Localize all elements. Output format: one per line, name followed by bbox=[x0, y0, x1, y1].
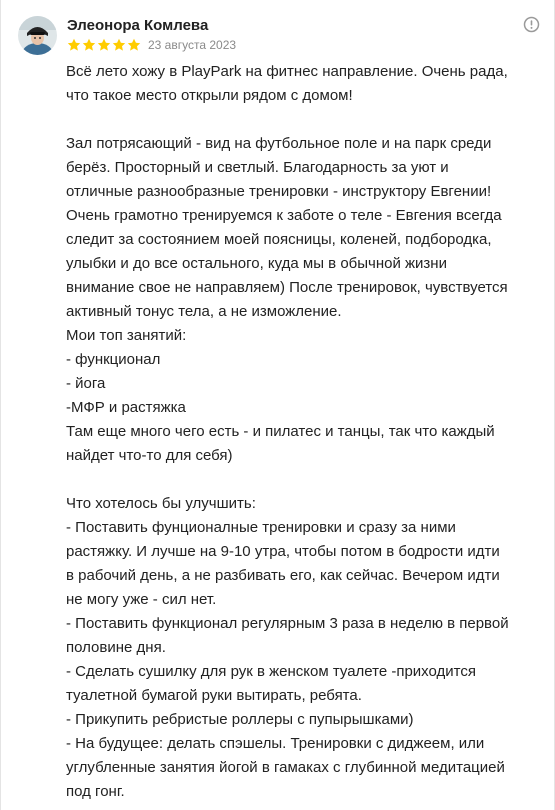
star-icon bbox=[127, 38, 141, 52]
review-text-line: активный тонус тела, а не изможление. bbox=[66, 303, 342, 320]
review-text-line: улыбки и до все остального, куда мы в обычной жизни bbox=[66, 255, 447, 272]
review-text-line: растяжку. И лучше на 9-10 утра, чтобы потом в бодрости идти bbox=[66, 543, 500, 560]
review-text-line: -МФР и растяжка bbox=[66, 399, 186, 416]
star-icon bbox=[82, 38, 96, 52]
review-text-line bbox=[66, 108, 546, 132]
star-icon bbox=[67, 38, 81, 52]
review-text-line: Зал потрясающий - вид на футбольное поле и на парк среди bbox=[66, 135, 492, 152]
review-text-line: берёз. Просторный и светлый. Благодарность за уют и bbox=[66, 159, 449, 176]
review-text-line: - функционал bbox=[66, 351, 161, 368]
more-options-button[interactable] bbox=[523, 16, 540, 33]
review-text-line: под гонг. bbox=[66, 783, 125, 800]
review-text-line: - На будущее: делать спэшелы. Тренировки с диджеем, или bbox=[66, 735, 485, 752]
review-text-line: что такое место открыли рядом с домом! bbox=[66, 87, 353, 104]
review-text-line: не могу уже - сил нет. bbox=[66, 591, 217, 608]
review-text bbox=[66, 60, 546, 804]
review-text-line: Мои топ занятий: bbox=[66, 327, 187, 344]
avatar[interactable] bbox=[18, 16, 57, 55]
review-text-line: - йога bbox=[66, 375, 106, 392]
review-date: 23 августа 2023 bbox=[148, 38, 237, 52]
review-text-line: следит за состоянием моей поясницы, коленей, подбородка, bbox=[66, 231, 492, 248]
rating-row bbox=[67, 37, 236, 53]
star-rating bbox=[67, 38, 141, 52]
review-text-line: Что хотелось бы улучшить: bbox=[66, 495, 256, 512]
review-text-line: - Поставить фунционалные тренировки и сразу за ними bbox=[66, 519, 456, 536]
review-text-line bbox=[66, 468, 546, 492]
review-text-line: - Поставить функционал регулярным 3 раза в неделю в первой bbox=[66, 615, 509, 632]
review-text-line: Там еще много чего есть - и пилатес и танцы, так что каждый bbox=[66, 423, 495, 440]
review-text-line: отличные разнообразные тренировки - инструктору Евгении! bbox=[66, 183, 492, 200]
review-text-line: найдет что-то для себя) bbox=[66, 447, 233, 464]
star-icon bbox=[112, 38, 126, 52]
review-text-line: - Прикупить ребристые роллеры с пупырышками) bbox=[66, 711, 414, 728]
review-text-line: половине дня. bbox=[66, 639, 166, 656]
review-text-line: в рабочий день, а не разбивать его, как сейчас. Вечером идти bbox=[66, 567, 500, 584]
review-text-line: внимание свое не направляем) После тренировок, чувствуется bbox=[66, 279, 508, 296]
review-text-line: - Сделать сушилку для рук в женском туалете -приходится bbox=[66, 663, 476, 680]
review-text-line: Всё лето хожу в PlayPark на фитнес направление. Очень рада, bbox=[66, 63, 508, 80]
review-text-line: углубленные занятия йогой в гамаках с глубинной медитацией bbox=[66, 759, 505, 776]
review-text-line: туалетной бумагой руки вытирать, ребята. bbox=[66, 687, 362, 704]
review-text-line: Очень грамотно тренируемся к заботе о теле - Евгения всегда bbox=[66, 207, 502, 224]
author-name[interactable]: Элеонора Комлева bbox=[67, 17, 209, 34]
star-icon bbox=[97, 38, 111, 52]
info-circle-icon bbox=[523, 16, 540, 33]
avatar-photo-icon bbox=[18, 16, 57, 55]
